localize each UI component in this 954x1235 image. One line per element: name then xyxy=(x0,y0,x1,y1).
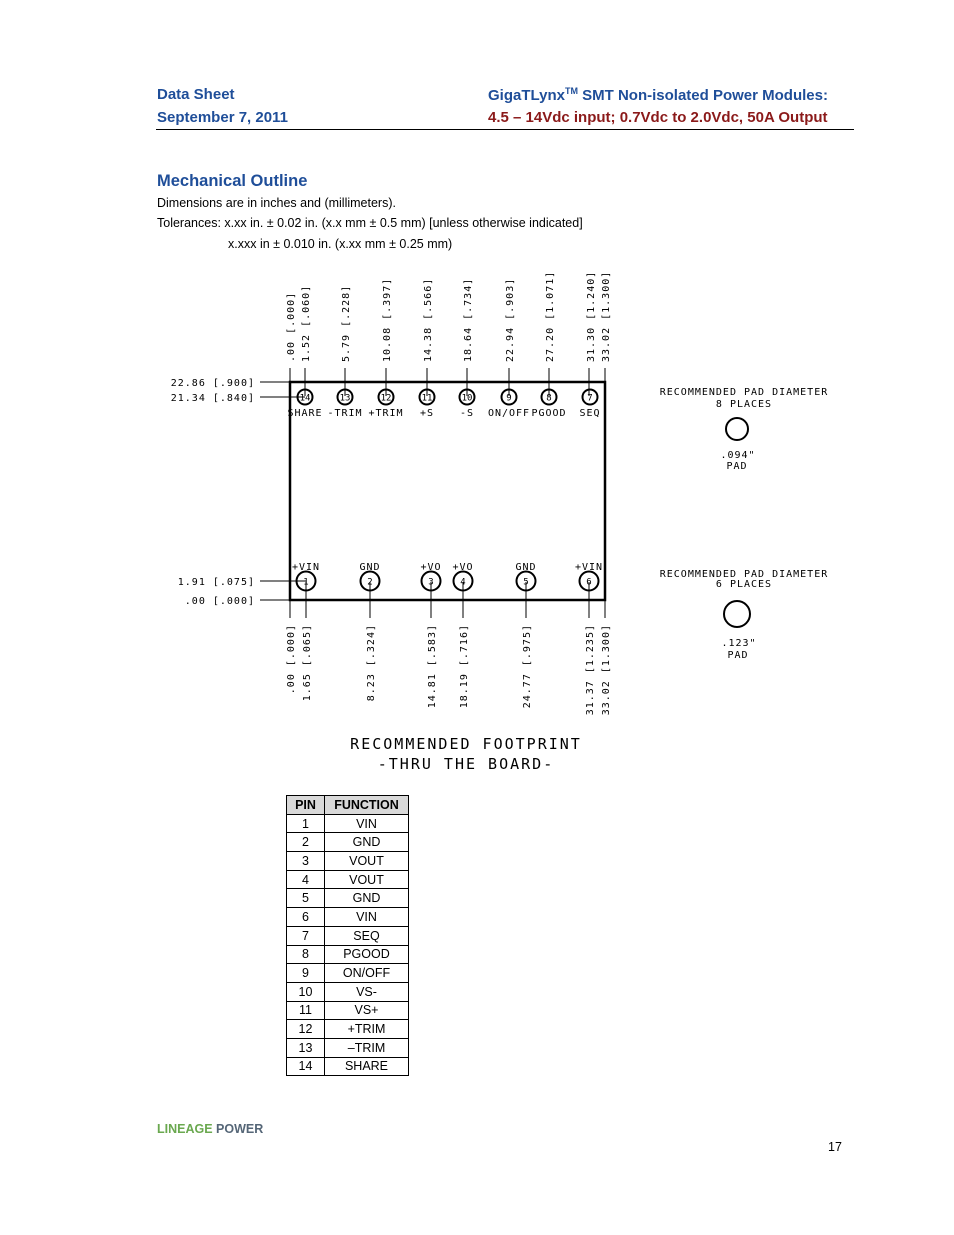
dimension-label: 5.79 [.228] xyxy=(341,284,352,362)
pin-number: 4 xyxy=(460,577,466,588)
footprint-caption-2: -THRU THE BOARD- xyxy=(377,755,555,773)
function-cell: SEQ xyxy=(325,926,409,945)
mechanical-drawing xyxy=(0,255,954,785)
pin-column-header: PIN xyxy=(287,796,325,815)
pad2-pad: PAD xyxy=(727,650,749,661)
dimension-label: 8.23 [.324] xyxy=(366,624,377,702)
pin-label: +VO xyxy=(420,562,442,573)
table-row xyxy=(287,1057,409,1076)
function-column-header: FUNCTION xyxy=(325,796,409,815)
left-dim-label: 22.86 [.900] xyxy=(170,378,255,389)
dimension-label: .00 [.000] xyxy=(286,624,297,695)
pin-label: +VIN xyxy=(574,562,604,573)
product-name: GigaTLynx xyxy=(488,87,565,104)
table-header-row xyxy=(287,796,409,815)
dimension-label: 31.30 [1.240] xyxy=(586,270,597,362)
pad1-pad: PAD xyxy=(726,461,748,472)
brand-lineage: LINEAGE xyxy=(157,1122,213,1136)
table-row xyxy=(287,870,409,889)
function-cell: +TRIM xyxy=(325,1020,409,1039)
pin-label: -S xyxy=(459,408,475,419)
pin-cell: 9 xyxy=(287,964,325,983)
table-row xyxy=(287,833,409,852)
pin-cell: 12 xyxy=(287,1020,325,1039)
brand-power: POWER xyxy=(212,1122,264,1136)
page-number: 17 xyxy=(828,1140,842,1154)
product-title xyxy=(488,86,828,104)
table-row xyxy=(287,945,409,964)
brand-footer xyxy=(157,1122,263,1136)
pin-label: GND xyxy=(359,562,381,573)
pin-cell: 7 xyxy=(287,926,325,945)
pin-cell: 6 xyxy=(287,908,325,927)
dimension-label: 22.94 [.903] xyxy=(505,277,516,362)
pin-number: 7 xyxy=(587,393,593,404)
product-rest: SMT Non-isolated Power Modules: xyxy=(577,87,828,104)
function-cell: VOUT xyxy=(325,852,409,871)
footprint-caption-1: RECOMMENDED FOOTPRINT xyxy=(350,735,582,753)
pin-cell: 8 xyxy=(287,945,325,964)
pin-cell: 10 xyxy=(287,982,325,1001)
table-row xyxy=(287,908,409,927)
pin-number: 10 xyxy=(461,393,473,404)
pin-number: 2 xyxy=(367,577,373,588)
dimension-label: 1.65 [.065] xyxy=(302,624,313,702)
pin-number: 13 xyxy=(339,393,351,404)
pad1-title-2: 8 PLACES xyxy=(715,399,773,410)
bottom-pin-row xyxy=(292,562,603,591)
dimension-label: 33.02 [1.300] xyxy=(601,624,612,716)
pin-cell: 13 xyxy=(287,1038,325,1057)
table-row xyxy=(287,889,409,908)
pad1-title-1: RECOMMENDED PAD DIAMETER xyxy=(659,387,829,398)
function-cell: VS- xyxy=(325,982,409,1001)
pin-label: +VO xyxy=(452,562,474,573)
pad1-circle xyxy=(726,418,748,440)
function-cell: VS+ xyxy=(325,1001,409,1020)
table-row xyxy=(287,1038,409,1057)
dimension-label: 33.02 [1.300] xyxy=(601,270,612,362)
pin-number: 8 xyxy=(546,393,552,404)
dimension-label: 27.20 [1.071] xyxy=(545,270,556,362)
pin-label: +VIN xyxy=(291,562,321,573)
pin-cell: 11 xyxy=(287,1001,325,1020)
pin-cell: 4 xyxy=(287,870,325,889)
pin-label: GND xyxy=(515,562,537,573)
dimension-label: 31.37 [1.235] xyxy=(585,624,596,716)
function-cell: VOUT xyxy=(325,870,409,889)
table-row xyxy=(287,926,409,945)
trademark: TM xyxy=(564,86,578,96)
pin-number: 11 xyxy=(421,393,433,404)
pad2-size: .123" xyxy=(721,638,757,649)
pin-cell: 5 xyxy=(287,889,325,908)
pin-number: 14 xyxy=(299,393,311,404)
pin-cell: 14 xyxy=(287,1057,325,1076)
pin-number: 12 xyxy=(380,393,392,404)
pin-label: +TRIM xyxy=(368,408,404,419)
table-row xyxy=(287,852,409,871)
table-row xyxy=(287,982,409,1001)
dimension-label: 24.77 [.975] xyxy=(522,624,533,709)
function-cell: VIN xyxy=(325,908,409,927)
table-row xyxy=(287,964,409,983)
pin-cell: 1 xyxy=(287,814,325,833)
dimension-label: 14.81 [.583] xyxy=(427,624,438,709)
top-pin-row xyxy=(287,390,600,420)
pin-number: 1 xyxy=(303,577,309,588)
table-row xyxy=(287,1020,409,1039)
left-dim-label: 21.34 [.840] xyxy=(170,393,255,404)
function-cell: SHARE xyxy=(325,1057,409,1076)
dimension-label: 1.52 [.060] xyxy=(301,284,312,362)
pin-label: +S xyxy=(419,408,435,419)
dimension-label: .00 [.000] xyxy=(286,291,297,362)
pad2-title-1: RECOMMENDED PAD DIAMETER xyxy=(659,569,829,580)
doc-type: Data Sheet xyxy=(157,86,235,103)
doc-date: September 7, 2011 xyxy=(157,109,288,126)
pin-cell: 2 xyxy=(287,833,325,852)
pad2-title-2: 6 PLACES xyxy=(715,579,773,590)
left-dim-label: .00 [.000] xyxy=(184,596,255,607)
top-dimension-labels xyxy=(286,271,612,362)
pin-number: 3 xyxy=(428,577,434,588)
function-cell: ON/OFF xyxy=(325,964,409,983)
spec-line: 4.5 – 14Vdc input; 0.7Vdc to 2.0Vdc, 50A Output xyxy=(488,109,828,126)
pin-number: 5 xyxy=(523,577,529,588)
dimension-label: 18.64 [.734] xyxy=(463,277,474,362)
pin-label: ON/OFF xyxy=(487,408,531,419)
pin-label: PGOOD xyxy=(531,408,567,419)
pin-label: -TRIM xyxy=(327,408,363,419)
pin-label: SEQ xyxy=(579,408,601,419)
pad2-circle xyxy=(724,601,750,627)
pad1-size: .094" xyxy=(720,450,756,461)
function-cell: GND xyxy=(325,833,409,852)
function-cell: GND xyxy=(325,889,409,908)
pin-cell: 3 xyxy=(287,852,325,871)
pin-label: SHARE xyxy=(287,408,323,419)
function-cell: –TRIM xyxy=(325,1038,409,1057)
left-dim-label: 1.91 [.075] xyxy=(177,577,255,588)
function-cell: VIN xyxy=(325,814,409,833)
dims-note: Dimensions are in inches and (millimeters). xyxy=(157,196,396,210)
pin-number: 6 xyxy=(586,577,592,588)
table-row xyxy=(287,814,409,833)
tolerance-line-1: Tolerances: x.xx in. ± 0.02 in. (x.x mm ± 0.5 mm) [unless otherwise indicated] xyxy=(157,216,583,230)
pin-function-table xyxy=(286,795,409,1076)
tolerance-line-2: x.xxx in ± 0.010 in. (x.xx mm ± 0.25 mm) xyxy=(228,237,453,251)
section-title: Mechanical Outline xyxy=(157,172,308,190)
dimension-label: 14.38 [.566] xyxy=(423,277,434,362)
function-cell: PGOOD xyxy=(325,945,409,964)
pin-number: 9 xyxy=(506,393,512,404)
dimension-label: 10.08 [.397] xyxy=(382,277,393,362)
dimension-label: 18.19 [.716] xyxy=(459,624,470,709)
header-rule xyxy=(156,129,854,130)
table-row xyxy=(287,1001,409,1020)
bottom-dimension-labels xyxy=(286,624,612,715)
